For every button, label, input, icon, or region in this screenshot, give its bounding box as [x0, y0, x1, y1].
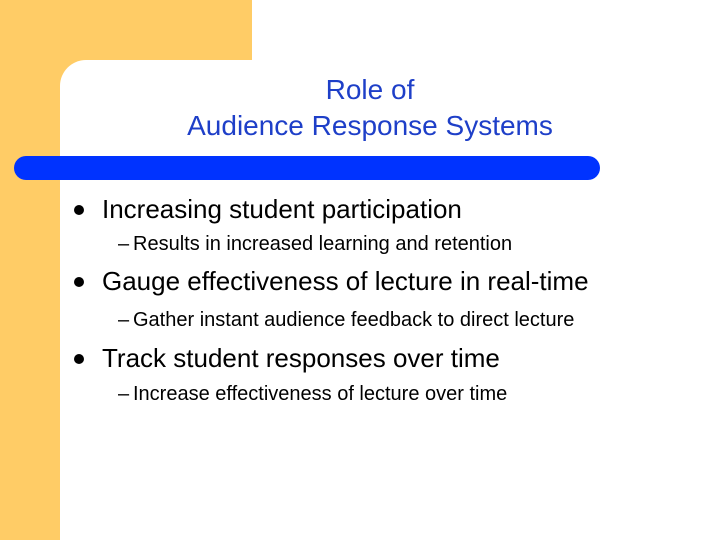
bullet-text: Gauge effectiveness of lecture in real-time	[102, 266, 589, 296]
bullet-dot-icon	[74, 354, 84, 364]
bullet-item-1	[102, 194, 462, 224]
sub-bullet-text: Gather instant audience feedback to direct lecture	[133, 309, 575, 331]
bullet-item-2	[102, 266, 589, 296]
title-line-2: Audience Response Systems	[187, 110, 553, 141]
bullet-dot-icon	[74, 277, 84, 287]
sub-bullet-item-1	[118, 232, 513, 256]
sub-bullet-item-2	[118, 308, 575, 332]
title-line-1: Role of	[325, 74, 415, 105]
sub-bullet-text: Results in increased learning and retention	[133, 233, 513, 255]
sub-bullet-item-3	[118, 382, 508, 406]
dash-marker: –	[118, 233, 130, 255]
bullet-text: Increasing student participation	[102, 194, 462, 224]
dash-marker: –	[118, 383, 130, 405]
bullet-dot-icon	[74, 205, 84, 215]
bullet-text: Track student responses over time	[102, 343, 500, 373]
bullet-item-3	[102, 343, 500, 373]
sub-bullet-text: Increase effectiveness of lecture over time	[133, 383, 508, 405]
dash-marker: –	[118, 309, 130, 331]
